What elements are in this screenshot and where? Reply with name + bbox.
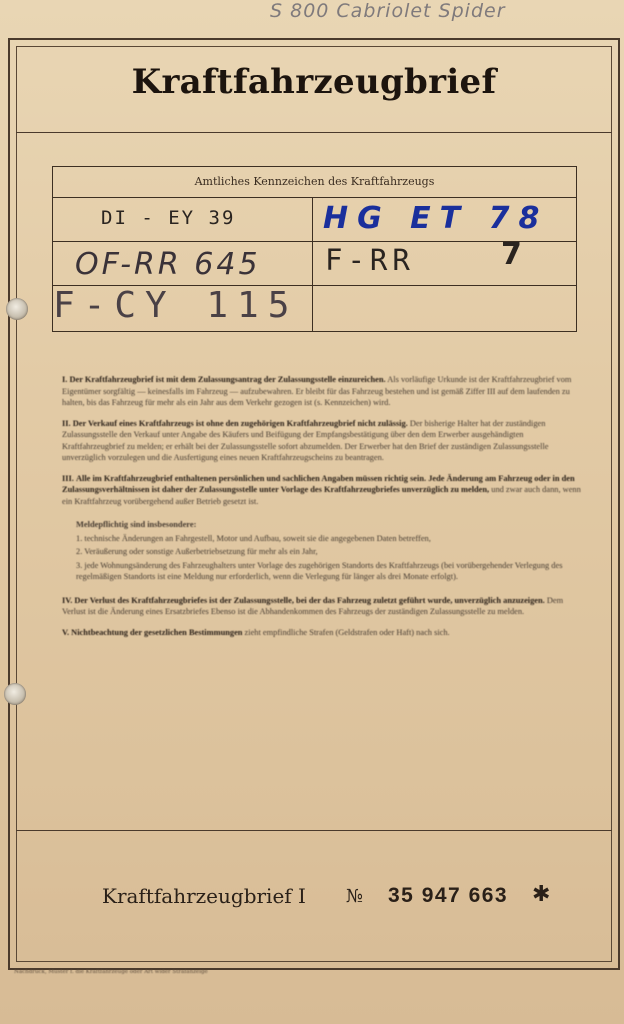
- number-sign: №: [346, 886, 364, 907]
- section-1: [62, 374, 582, 409]
- plate-cell-stamped: F-CY 115: [53, 285, 299, 326]
- serial-number: 35 947 663: [388, 884, 509, 907]
- section-text: Der bisherige Halter hat der zuständigen Zulassungsstelle den Verkauf unter Angabe des Käufers und Beifügung der Empfangsbestätigung über den dem Erwerber ausgehändigten Kraftfahrzeugbrief zu melden; er erhält bei der Zulassungsstelle sofort abzumelden. Der Erwerber hat den Brief der zuständigen Zulassungsstelle unverzüglich vorzulegen und die Ausfertigung eines neuen Kraftfahrzeugscheins zu beantragen.: [62, 418, 549, 462]
- instructions-text: [62, 374, 582, 647]
- section-4: [62, 595, 582, 618]
- meldepflicht-item: 3. jede Wohnungsänderung des Fahrzeughalters unter Vorlage des zugehörigen Standorts des Kraftfahrzeugs (bei vorübergehender Verlegung des regelmäßigen Standorts ist eine Meldung nur erforderlich, wenn die Verlegung für länger als drei Monate erfolgt).: [76, 560, 563, 581]
- section-bold-text: Der Verlust des Kraftfahrzeugbriefes ist der Zulassungsstelle, bei der das Fahrzeug zuletzt geführt wurde, unverzüglich anzuzeigen.: [74, 595, 545, 605]
- section-3: [62, 473, 582, 508]
- printer-note: Nachdruck, Muster f. die Kraftfahrzeuge oder Art wider Strafanzeige: [14, 969, 208, 975]
- section-number: III.: [62, 473, 74, 483]
- meldepflicht-item: 2. Veräußerung oder sonstige Außerbetriebsetzung für mehr als ein Jahr,: [76, 547, 318, 556]
- meldepflicht-heading: [76, 519, 582, 531]
- section-bold-text: Nichtbeachtung der gesetzlichen Bestimmungen: [71, 627, 243, 637]
- section-number: II.: [62, 418, 71, 428]
- punch-hole: [4, 683, 26, 705]
- license-plate-table: [52, 166, 577, 332]
- punch-hole: [6, 298, 28, 320]
- handwritten-note: S 800 Cabriolet Spider: [270, 0, 506, 22]
- footer-label: Kraftfahrzeugbrief I: [102, 884, 306, 908]
- meldepflicht-heading-text: Meldepflichtig sind insbesondere:: [76, 520, 197, 529]
- section-5: [62, 627, 582, 639]
- section-text: Dem Verlust ist die Änderung eines Ersatzbriefes Ebenso ist die Abhandenkommen des Fahrzeugs der zuständigen Zulassungsstelle zu melden.: [62, 595, 564, 616]
- plate-table-header: Amtliches Kennzeichen des Kraftfahrzeugs: [53, 167, 576, 198]
- footer-divider: [16, 830, 612, 831]
- section-number: IV.: [62, 595, 73, 605]
- section-bold-text: Der Kraftfahrzeugbrief ist mit dem Zulassungsantrag der Zulassungsstelle einzureichen.: [69, 375, 386, 384]
- plate-table-row-line: [53, 241, 576, 242]
- section-text: zieht empfindliche Strafen (Geldstrafen oder Haft) nach sich.: [244, 627, 450, 637]
- meldepflicht-item: 1. technische Änderungen an Fahrgestell, Motor und Aufbau, soweit sie die angegebenen Daten betreffen,: [76, 533, 431, 543]
- section-number: V.: [62, 627, 70, 637]
- plate-cell-handwritten-blue: HG ET 78: [323, 201, 549, 236]
- section-2: [62, 418, 582, 464]
- star-icon: ✱: [532, 882, 551, 907]
- section-bold-text: Alle im Kraftfahrzeugbrief enthaltenen persönlichen und sachlichen Angaben müssen richtig sein. Jede Änderung am Fahrzeug oder in den Zulassungsverhältnissen ist daher der Zulassungsstelle unter Vorlage des Kraftfahrzeugbriefes unverzüglich zu melden,: [62, 473, 575, 494]
- plate-cell-handwritten: OF-RR 645: [75, 247, 261, 282]
- plate-cell-typed: F-RR: [325, 243, 415, 277]
- title-divider: [16, 132, 612, 133]
- section-text: und zwar auch dann, wenn ein Kraftfahrzeug vorübergehend außer Betrieb gesetzt ist.: [62, 485, 581, 506]
- section-bold-text: Der Verkauf eines Kraftfahrzeugs ist ohne den zugehörigen Kraftfahrzeugbrief nicht zulässig.: [72, 418, 408, 428]
- plate-cell-typed: DI - EY 39: [101, 207, 236, 229]
- section-text: Als vorläufige Urkunde ist der Kraftfahrzeugbrief vom Eigentümer sorgfältig — keinesfalls im Fahrzeug — aufzubewahren. Er bleibt für das Fahrzeug bestehen und ist gemäß Ziffer III auf dem laufenden zu halten, bis das Fahrzeug für mehr als ein Jahr aus dem Verkehr gezogen ist (s. Kennzeichen) wird.: [62, 375, 572, 407]
- plate-table-divider: [312, 197, 313, 332]
- plate-cell-handwritten-number: 7: [501, 237, 522, 272]
- section-number: I.: [62, 375, 68, 384]
- document-title: Kraftfahrzeugbrief: [131, 62, 497, 102]
